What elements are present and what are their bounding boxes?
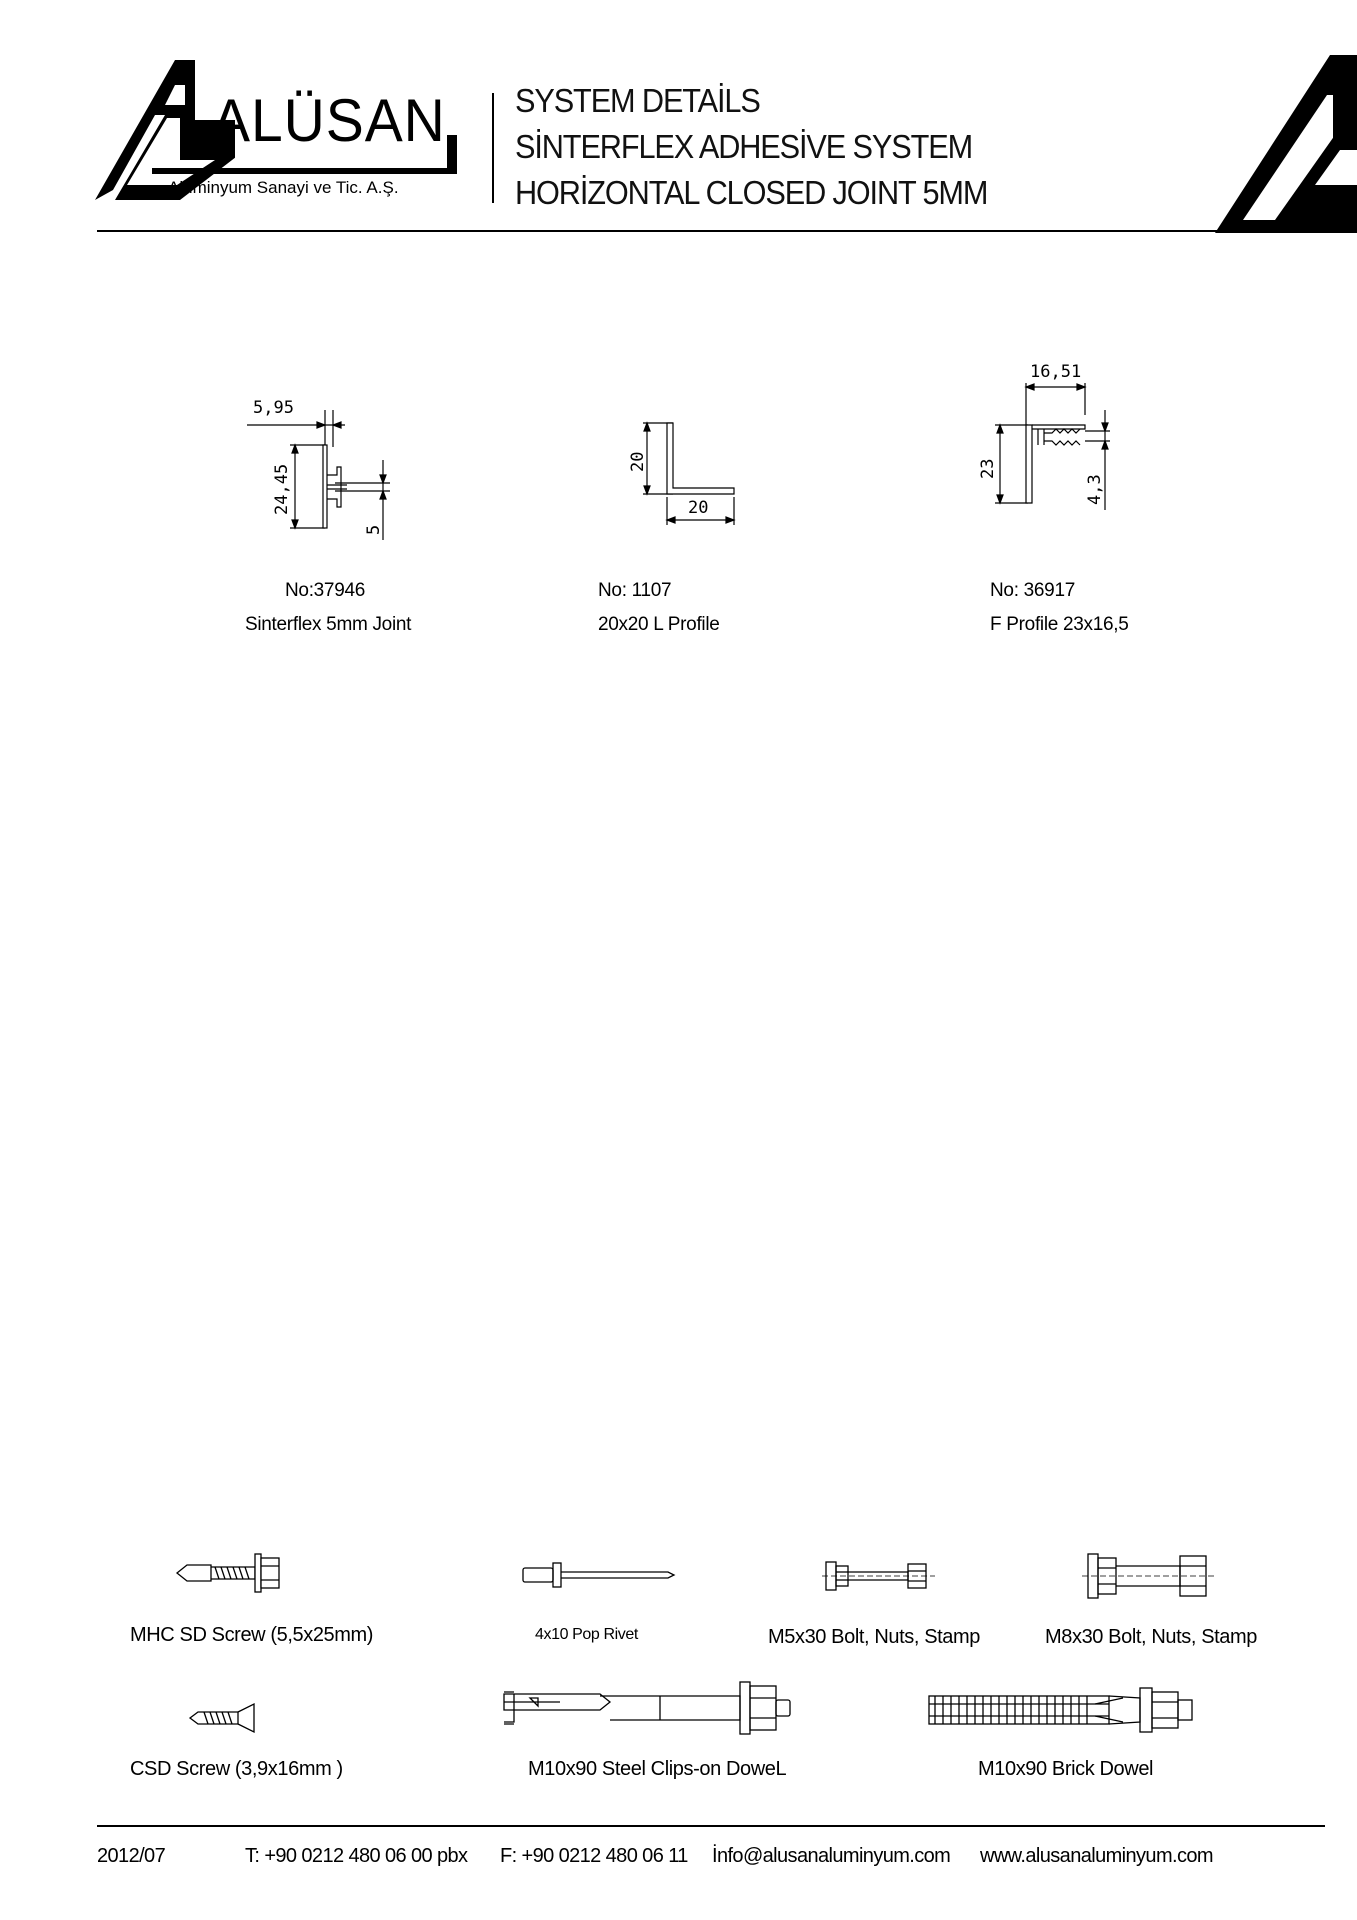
dim-23: 23 bbox=[978, 458, 998, 479]
profile-1-name: Sinterflex 5mm Joint bbox=[245, 614, 412, 635]
partial-logo-mark-icon bbox=[1215, 55, 1357, 235]
dim-16-51: 16,51 bbox=[1030, 362, 1082, 382]
countersunk-screw-icon bbox=[188, 1702, 268, 1734]
dim-5-95: 5,95 bbox=[253, 398, 294, 418]
profile-2-name: 20x20 L Profile bbox=[598, 614, 720, 635]
footer-website-link[interactable]: www.alusanaluminyum.com bbox=[980, 1845, 1213, 1867]
dim-20-vertical: 20 bbox=[628, 451, 648, 472]
dim-4-3: 4,3 bbox=[1085, 474, 1105, 505]
fastener-label-brick-dowel: M10x90 Brick Dowel bbox=[978, 1758, 1154, 1780]
fastener-label-steel-dowel: M10x90 Steel Clips-on DoweL bbox=[528, 1758, 787, 1780]
profile-3-name: F Profile 23x16,5 bbox=[990, 614, 1129, 635]
dim-5: 5 bbox=[364, 524, 384, 535]
self-drilling-hex-screw-icon bbox=[175, 1548, 295, 1598]
steel-dowel-icon bbox=[500, 1672, 820, 1747]
dim-24-45: 24,45 bbox=[272, 463, 292, 515]
m8-bolt-icon bbox=[1080, 1548, 1220, 1604]
fastener-label-pop-rivet: 4x10 Pop Rivet bbox=[535, 1626, 638, 1643]
pop-rivet-icon bbox=[520, 1560, 680, 1590]
header-rule bbox=[97, 230, 1222, 232]
company-name: ALÜSAN bbox=[212, 87, 446, 154]
footer-rule bbox=[97, 1825, 1325, 1827]
logo-right-bar bbox=[447, 135, 457, 173]
sinterflex-joint-profile-drawing bbox=[235, 385, 405, 545]
f-profile-drawing bbox=[960, 355, 1120, 515]
l-profile-drawing bbox=[615, 405, 750, 535]
title-line-1: SYSTEM DETAİLS bbox=[515, 82, 760, 119]
profile-1-number: No:37946 bbox=[285, 580, 366, 601]
company-subtitle: Alüminyum Sanayi ve Tic. A.Ş. bbox=[168, 178, 399, 197]
fastener-label-m5-bolt: M5x30 Bolt, Nuts, Stamp bbox=[768, 1626, 981, 1648]
brick-dowel-icon bbox=[925, 1680, 1215, 1740]
title-line-3: HORİZONTAL CLOSED JOINT 5MM bbox=[515, 174, 988, 211]
footer-phone: T: +90 0212 480 06 00 pbx bbox=[245, 1845, 468, 1867]
profile-2-number: No: 1107 bbox=[598, 580, 672, 601]
footer-email-link[interactable]: İnfo@alusanaluminyum.com bbox=[712, 1845, 951, 1867]
title-line-2: SİNTERFLEX ADHESİVE SYSTEM bbox=[515, 128, 973, 165]
m5-bolt-icon bbox=[820, 1556, 940, 1596]
footer-fax: F: +90 0212 480 06 11 bbox=[500, 1845, 688, 1867]
fastener-label-m8-bolt: M8x30 Bolt, Nuts, Stamp bbox=[1045, 1626, 1258, 1648]
fastener-label-mhc-sd-screw: MHC SD Screw (5,5x25mm) bbox=[130, 1624, 374, 1646]
footer-date: 2012/07 bbox=[97, 1845, 166, 1867]
header-vertical-divider bbox=[492, 93, 494, 203]
fastener-label-csd-screw: CSD Screw (3,9x16mm ) bbox=[130, 1758, 343, 1780]
profile-3-number: No: 36917 bbox=[990, 580, 1075, 601]
dim-20-horizontal: 20 bbox=[688, 498, 709, 518]
logo-underline bbox=[152, 168, 457, 174]
